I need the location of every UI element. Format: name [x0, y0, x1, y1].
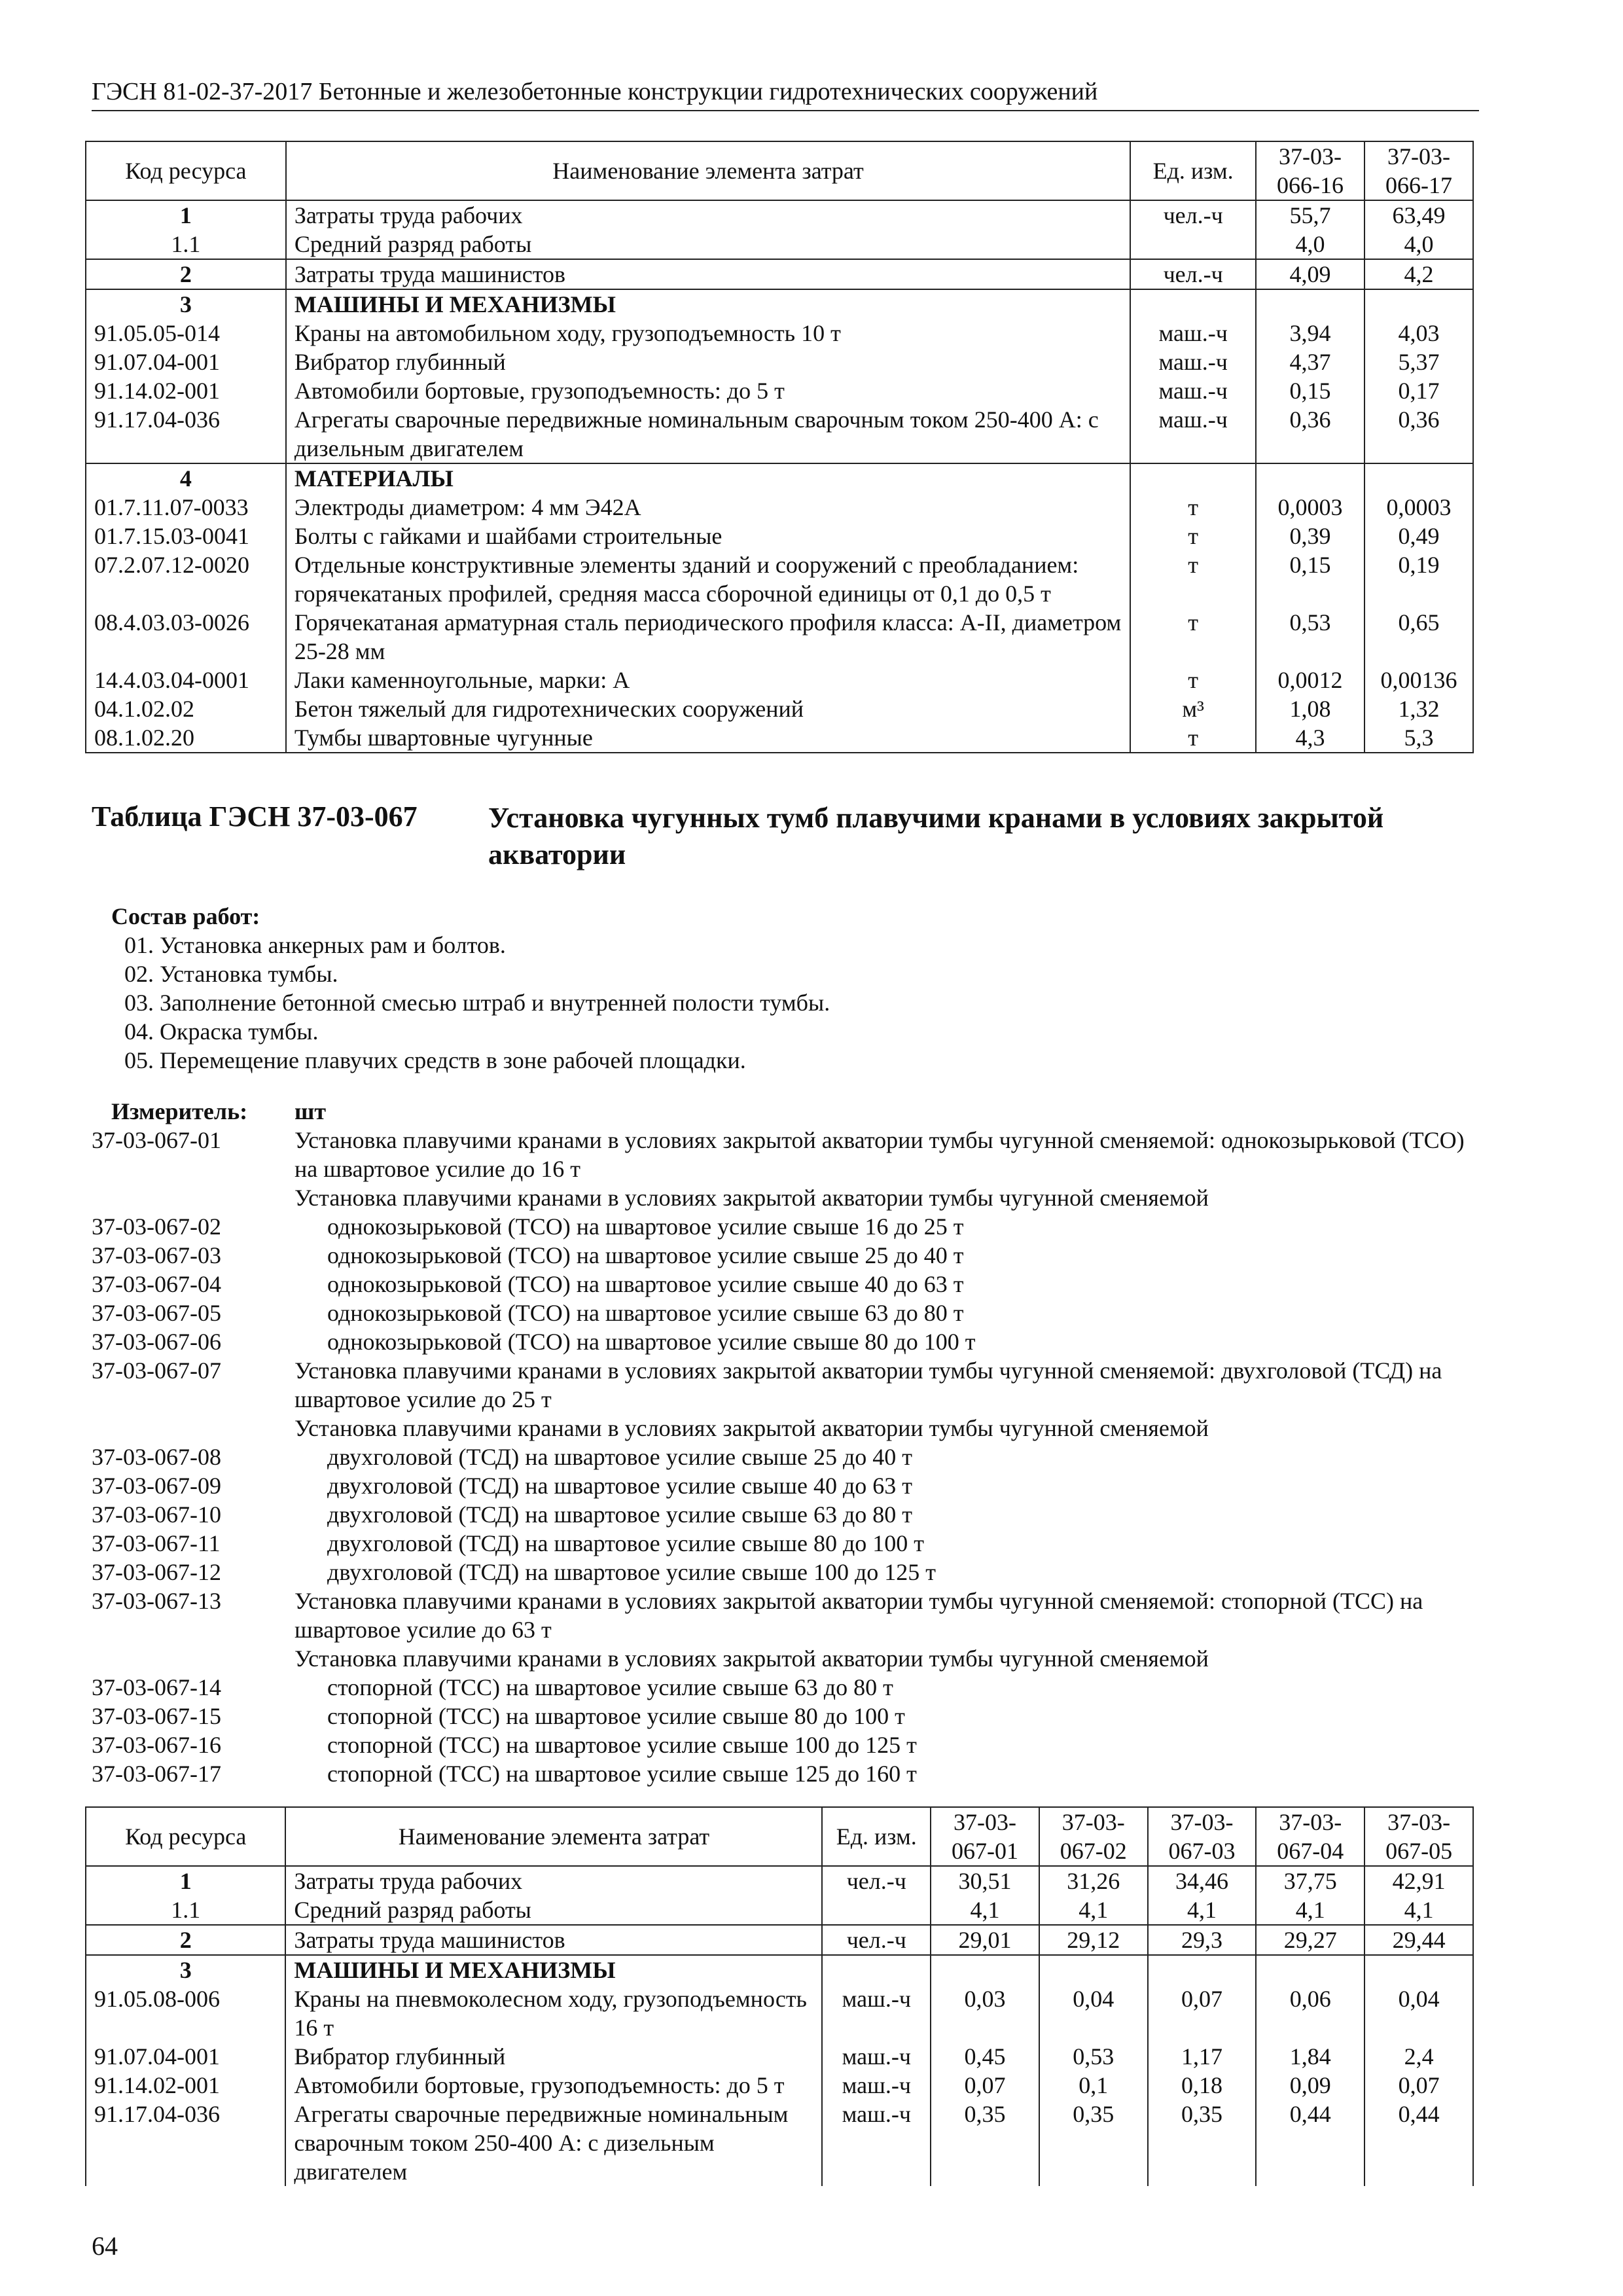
item-code: 37-03-067-16	[92, 1732, 221, 1758]
row-value: 0,45	[931, 2042, 1039, 2071]
row-name: Средний разряд работы	[286, 230, 1130, 259]
row-code: 1	[86, 1866, 285, 1895]
row-unit: маш.-ч	[1130, 376, 1256, 405]
row-value: 63,49	[1364, 200, 1473, 230]
table-row	[86, 289, 1473, 319]
row-code: 01.7.11.07-0033	[86, 493, 286, 522]
list-item	[92, 1644, 1479, 1673]
row-value: 29,12	[1039, 1925, 1148, 1955]
row-code: 08.4.03.03-0026	[86, 608, 286, 666]
header-col-067-05: 37-03-067-05	[1364, 1807, 1473, 1866]
table-row	[86, 723, 1473, 753]
row-value: 4,1	[1148, 1895, 1257, 1925]
row-value: 0,0003	[1256, 493, 1364, 522]
table-row	[86, 200, 1473, 230]
table-row	[86, 522, 1473, 550]
row-name: Затраты труда рабочих	[285, 1866, 822, 1895]
row-value: 29,27	[1256, 1925, 1364, 1955]
row-unit: маш.-ч	[822, 2100, 931, 2186]
meter-label: Измеритель:	[111, 1098, 248, 1124]
row-value	[1364, 1955, 1473, 1984]
composition-item: 03. Заполнение бетонной смесью штраб и внутренней полости тумбы.	[124, 990, 830, 1016]
list-item	[92, 1673, 1479, 1702]
item-text: двухголовой (ТСД) на швартовое усилие свыше 63 до 80 т	[327, 1501, 912, 1528]
meter-unit: шт	[294, 1098, 327, 1124]
row-value: 4,0	[1256, 230, 1364, 259]
list-item	[92, 1327, 1479, 1356]
row-value: 0,1	[1039, 2071, 1148, 2100]
row-name: Средний разряд работы	[285, 1895, 822, 1925]
composition-item: 04. Окраска тумбы.	[124, 1018, 319, 1045]
row-unit: маш.-ч	[1130, 405, 1256, 463]
row-name: Затраты труда машинистов	[285, 1925, 822, 1955]
section-heading: МАТЕРИАЛЫ	[286, 463, 1130, 493]
table-row	[86, 666, 1473, 694]
row-name: Вибратор глубинный	[286, 348, 1130, 376]
composition-item: 05. Перемещение плавучих средств в зоне рабочей площадки.	[124, 1047, 746, 1073]
row-value: 0,18	[1148, 2071, 1257, 2100]
table-row	[86, 348, 1473, 376]
row-value: 4,0	[1364, 230, 1473, 259]
list-item	[92, 1500, 1479, 1529]
row-value: 4,09	[1256, 259, 1364, 289]
section-heading: МАШИНЫ И МЕХАНИЗМЫ	[286, 289, 1130, 319]
table-row	[86, 1895, 1473, 1925]
row-code: 91.17.04-036	[86, 405, 286, 463]
composition-item: 02. Установка тумбы.	[124, 961, 338, 987]
row-value	[931, 1955, 1039, 1984]
row-value: 34,46	[1148, 1866, 1257, 1895]
row-code: 1.1	[86, 230, 286, 259]
item-text: двухголовой (ТСД) на швартовое усилие свыше 100 до 125 т	[327, 1559, 936, 1585]
row-code: 2	[86, 259, 286, 289]
row-value	[1364, 289, 1473, 319]
item-code: 37-03-067-11	[92, 1530, 221, 1556]
table-title-name: Установка чугунных тумб плавучими кранами в условиях закрытой акватории	[488, 802, 1384, 870]
row-unit: маш.-ч	[822, 2071, 931, 2100]
row-value: 0,44	[1256, 2100, 1364, 2186]
header-name: Наименование элемента затрат	[285, 1807, 822, 1866]
row-value: 5,37	[1364, 348, 1473, 376]
item-text: стопорной (ТСС) на швартовое усилие свыше 100 до 125 т	[327, 1732, 917, 1758]
table-row	[86, 376, 1473, 405]
item-code: 37-03-067-02	[92, 1213, 221, 1240]
row-value: 0,35	[1148, 2100, 1257, 2186]
item-code: 37-03-067-06	[92, 1329, 221, 1355]
row-code: 1	[86, 200, 286, 230]
list-item	[92, 1702, 1479, 1731]
meter-header	[92, 1097, 1479, 1126]
item-text: Установка плавучими кранами в условиях закрытой акватории тумбы чугунной сменяемой: двухголовой (ТСД) на швартовое усилие до 25 т	[294, 1357, 1442, 1412]
item-code: 37-03-067-01	[92, 1127, 221, 1153]
item-code: 37-03-067-10	[92, 1501, 221, 1528]
row-value: 0,36	[1364, 405, 1473, 463]
row-name: Тумбы швартовные чугунные	[286, 723, 1130, 753]
row-code: 04.1.02.02	[86, 694, 286, 723]
header-col-066-16: 37-03-066-16	[1256, 141, 1364, 200]
item-code: 37-03-067-05	[92, 1300, 221, 1326]
item-text: Установка плавучими кранами в условиях закрытой акватории тумбы чугунной сменяемой: однокозырьковой (ТСО) на швартовое усилие до 16 т	[294, 1127, 1465, 1182]
row-code: 07.2.07.12-0020	[86, 550, 286, 608]
row-code: 01.7.15.03-0041	[86, 522, 286, 550]
row-value: 0,35	[1039, 2100, 1148, 2186]
item-text: двухголовой (ТСД) на швартовое усилие свыше 80 до 100 т	[327, 1530, 924, 1556]
row-unit: т	[1130, 550, 1256, 608]
row-value: 0,35	[931, 2100, 1039, 2186]
item-text: двухголовой (ТСД) на швартовое усилие свыше 25 до 40 т	[327, 1444, 912, 1470]
row-unit: чел.-ч	[822, 1925, 931, 1955]
row-code: 14.4.03.04-0001	[86, 666, 286, 694]
row-unit: маш.-ч	[1130, 348, 1256, 376]
header-unit: Ед. изм.	[822, 1807, 931, 1866]
row-code: 2	[86, 1925, 285, 1955]
row-name: Автомобили бортовые, грузоподъемность: до 5 т	[285, 2071, 822, 2100]
row-code: 91.07.04-001	[86, 348, 286, 376]
list-item	[92, 1356, 1479, 1414]
item-text: Установка плавучими кранами в условиях закрытой акватории тумбы чугунной сменяемой: стопорной (ТСС) на швартовое усилие до 63 т	[294, 1588, 1423, 1643]
table-row	[86, 463, 1473, 493]
row-value: 4,1	[1364, 1895, 1473, 1925]
table-header-row	[86, 141, 1473, 200]
row-value	[1256, 1955, 1364, 1984]
row-value: 1,17	[1148, 2042, 1257, 2071]
table-row	[86, 2042, 1473, 2071]
row-value: 0,00136	[1364, 666, 1473, 694]
row-value: 1,84	[1256, 2042, 1364, 2071]
row-code: 91.14.02-001	[86, 2071, 285, 2100]
table-row	[86, 259, 1473, 289]
page-number: 64	[92, 2231, 118, 2261]
row-unit: маш.-ч	[822, 2042, 931, 2071]
row-code: 3	[86, 1955, 285, 1984]
row-code: 91.07.04-001	[86, 2042, 285, 2071]
row-unit: маш.-ч	[1130, 319, 1256, 348]
item-text: однокозырьковой (ТСО) на швартовое усилие свыше 25 до 40 т	[327, 1242, 964, 1268]
table-row	[86, 230, 1473, 259]
row-value: 0,07	[931, 2071, 1039, 2100]
work-composition	[92, 902, 830, 1075]
row-value: 0,49	[1364, 522, 1473, 550]
item-text: Установка плавучими кранами в условиях закрытой акватории тумбы чугунной сменяемой	[294, 1415, 1209, 1441]
item-code	[92, 1414, 294, 1443]
table-row	[86, 405, 1473, 463]
row-name: Затраты труда машинистов	[286, 259, 1130, 289]
row-value: 0,44	[1364, 2100, 1473, 2186]
row-value: 0,65	[1364, 608, 1473, 666]
row-value: 0,03	[931, 1984, 1039, 2042]
row-value: 0,04	[1364, 1984, 1473, 2042]
row-unit: т	[1130, 723, 1256, 753]
item-text: Установка плавучими кранами в условиях закрытой акватории тумбы чугунной сменяемой	[294, 1645, 1209, 1672]
row-value: 0,07	[1148, 1984, 1257, 2042]
row-unit: чел.-ч	[822, 1866, 931, 1895]
header-code: Код ресурса	[86, 1807, 285, 1866]
item-text: стопорной (ТСС) на швартовое усилие свыше 63 до 80 т	[327, 1674, 893, 1700]
row-value: 4,1	[1256, 1895, 1364, 1925]
resource-table-067	[85, 1806, 1474, 2186]
row-value: 0,36	[1256, 405, 1364, 463]
row-unit	[822, 1955, 931, 1984]
row-code: 91.05.05-014	[86, 319, 286, 348]
row-code: 91.05.08-006	[86, 1984, 285, 2042]
row-unit	[1130, 289, 1256, 319]
row-code: 91.14.02-001	[86, 376, 286, 405]
composition-item: 01. Установка анкерных рам и болтов.	[124, 932, 506, 958]
table-row	[86, 1925, 1473, 1955]
row-value: 4,37	[1256, 348, 1364, 376]
table-header-row	[86, 1807, 1473, 1866]
row-unit	[1130, 463, 1256, 493]
row-value: 0,39	[1256, 522, 1364, 550]
row-value: 29,3	[1148, 1925, 1257, 1955]
section-heading: МАШИНЫ И МЕХАНИЗМЫ	[285, 1955, 822, 1984]
row-name: Затраты труда рабочих	[286, 200, 1130, 230]
row-value: 4,1	[1039, 1895, 1148, 1925]
header-unit: Ед. изм.	[1130, 141, 1256, 200]
list-item	[92, 1270, 1479, 1299]
table-row	[86, 493, 1473, 522]
row-unit: чел.-ч	[1130, 200, 1256, 230]
header-col-067-04: 37-03-067-04	[1256, 1807, 1364, 1866]
row-value: 2,4	[1364, 2042, 1473, 2071]
row-value: 0,17	[1364, 376, 1473, 405]
list-item	[92, 1443, 1479, 1471]
row-name: Отдельные конструктивные элементы зданий и сооружений с преобладанием: горячекатаных профилей, средняя масса сборочной единицы от 0,1 до 0,5 т	[286, 550, 1130, 608]
row-value: 0,53	[1039, 2042, 1148, 2071]
list-item	[92, 1731, 1479, 1759]
item-text: двухголовой (ТСД) на швартовое усилие свыше 40 до 63 т	[327, 1473, 912, 1499]
list-item	[92, 1414, 1479, 1443]
item-code	[92, 1644, 294, 1673]
composition-heading: Состав работ:	[111, 903, 260, 929]
header-code: Код ресурса	[86, 141, 286, 200]
row-name: Агрегаты сварочные передвижные номинальным сварочным током 250-400 А: с дизельным двигателем	[286, 405, 1130, 463]
list-item	[92, 1241, 1479, 1270]
item-text: однокозырьковой (ТСО) на швартовое усилие свыше 80 до 100 т	[327, 1329, 976, 1355]
list-item	[92, 1212, 1479, 1241]
row-value: 4,3	[1256, 723, 1364, 753]
header-col-067-02: 37-03-067-02	[1039, 1807, 1148, 1866]
row-value: 42,91	[1364, 1866, 1473, 1895]
row-value: 5,3	[1364, 723, 1473, 753]
row-value	[1148, 1955, 1257, 1984]
row-value: 4,2	[1364, 259, 1473, 289]
row-name: Краны на пневмоколесном ходу, грузоподъемность 16 т	[285, 1984, 822, 2042]
row-value: 0,15	[1256, 550, 1364, 608]
row-unit: м³	[1130, 694, 1256, 723]
header-col-067-03: 37-03-067-03	[1148, 1807, 1257, 1866]
table-title-code: Таблица ГЭСН 37-03-067	[92, 800, 418, 833]
item-code: 37-03-067-03	[92, 1242, 221, 1268]
row-unit: т	[1130, 608, 1256, 666]
list-item	[92, 1126, 1479, 1183]
item-code: 37-03-067-07	[92, 1357, 221, 1384]
row-value	[1364, 463, 1473, 493]
item-code: 37-03-067-12	[92, 1559, 221, 1585]
row-value: 0,15	[1256, 376, 1364, 405]
item-code: 37-03-067-13	[92, 1588, 221, 1614]
row-value: 1,08	[1256, 694, 1364, 723]
row-code: 08.1.02.20	[86, 723, 286, 753]
row-unit: маш.-ч	[822, 1984, 931, 2042]
item-code: 37-03-067-08	[92, 1444, 221, 1470]
row-code: 1.1	[86, 1895, 285, 1925]
row-name: Агрегаты сварочные передвижные номинальным сварочным током 250-400 А: с дизельным двигателем	[285, 2100, 822, 2186]
row-value	[1256, 289, 1364, 319]
row-name: Горячекатаная арматурная сталь периодического профиля класса: А-II, диаметром 25-28 мм	[286, 608, 1130, 666]
list-item	[92, 1587, 1479, 1644]
row-name: Электроды диаметром: 4 мм Э42А	[286, 493, 1130, 522]
list-item	[92, 1558, 1479, 1587]
row-name: Краны на автомобильном ходу, грузоподъемность 10 т	[286, 319, 1130, 348]
item-code: 37-03-067-15	[92, 1703, 221, 1729]
item-text: Установка плавучими кранами в условиях закрытой акватории тумбы чугунной сменяемой	[294, 1185, 1209, 1211]
row-name: Автомобили бортовые, грузоподъемность: до 5 т	[286, 376, 1130, 405]
item-code: 37-03-067-17	[92, 1761, 221, 1787]
table-row	[86, 608, 1473, 666]
item-code: 37-03-067-14	[92, 1674, 221, 1700]
item-text: стопорной (ТСС) на швартовое усилие свыше 80 до 100 т	[327, 1703, 905, 1729]
item-code	[92, 1183, 294, 1212]
page-header: ГЭСН 81-02-37-2017 Бетонные и железобетонные конструкции гидротехнических сооружений	[92, 77, 1479, 111]
header-col-066-17: 37-03-066-17	[1364, 141, 1473, 200]
header-col-067-01: 37-03-067-01	[931, 1807, 1039, 1866]
item-code: 37-03-067-09	[92, 1473, 221, 1499]
row-code: 91.17.04-036	[86, 2100, 285, 2186]
row-value: 30,51	[931, 1866, 1039, 1895]
table-row	[86, 1955, 1473, 1984]
list-item	[92, 1299, 1479, 1327]
row-unit: т	[1130, 522, 1256, 550]
row-value	[1039, 1955, 1148, 1984]
row-value: 0,53	[1256, 608, 1364, 666]
row-value: 0,07	[1364, 2071, 1473, 2100]
row-name: Бетон тяжелый для гидротехнических сооружений	[286, 694, 1130, 723]
item-text: однокозырьковой (ТСО) на швартовое усилие свыше 63 до 80 т	[327, 1300, 964, 1326]
row-value: 1,32	[1364, 694, 1473, 723]
row-value: 0,04	[1039, 1984, 1148, 2042]
row-code: 3	[86, 289, 286, 319]
row-value: 0,19	[1364, 550, 1473, 608]
row-value	[1256, 463, 1364, 493]
row-value: 4,03	[1364, 319, 1473, 348]
row-value: 4,1	[931, 1895, 1039, 1925]
table-row	[86, 319, 1473, 348]
item-code: 37-03-067-04	[92, 1271, 221, 1297]
row-value: 0,0012	[1256, 666, 1364, 694]
item-text: стопорной (ТСС) на швартовое усилие свыше 125 до 160 т	[327, 1761, 917, 1787]
row-value: 0,0003	[1364, 493, 1473, 522]
row-name: Болты с гайками и шайбами строительные	[286, 522, 1130, 550]
item-text: однокозырьковой (ТСО) на швартовое усилие свыше 16 до 25 т	[327, 1213, 964, 1240]
list-item	[92, 1183, 1479, 1212]
table-row	[86, 2100, 1473, 2186]
row-value: 3,94	[1256, 319, 1364, 348]
list-item	[92, 1471, 1479, 1500]
row-value: 37,75	[1256, 1866, 1364, 1895]
row-value: 55,7	[1256, 200, 1364, 230]
list-item	[92, 1529, 1479, 1558]
row-value: 29,01	[931, 1925, 1039, 1955]
item-text: однокозырьковой (ТСО) на швартовое усилие свыше 40 до 63 т	[327, 1271, 964, 1297]
header-name: Наименование элемента затрат	[286, 141, 1130, 200]
row-code: 4	[86, 463, 286, 493]
row-unit: т	[1130, 666, 1256, 694]
row-value: 0,09	[1256, 2071, 1364, 2100]
table-row	[86, 1866, 1473, 1895]
row-name: Вибратор глубинный	[285, 2042, 822, 2071]
resource-table-066	[85, 141, 1474, 753]
list-item	[92, 1759, 1479, 1788]
row-name: Лаки каменноугольные, марки: А	[286, 666, 1130, 694]
table-row	[86, 550, 1473, 608]
table-row	[86, 1984, 1473, 2042]
row-unit: чел.-ч	[1130, 259, 1256, 289]
row-value: 0,06	[1256, 1984, 1364, 2042]
row-value: 31,26	[1039, 1866, 1148, 1895]
row-unit: т	[1130, 493, 1256, 522]
row-unit	[1130, 230, 1256, 259]
table-row	[86, 2071, 1473, 2100]
table-row	[86, 694, 1473, 723]
row-value: 29,44	[1364, 1925, 1473, 1955]
meter-block	[92, 1097, 1479, 1788]
row-unit	[822, 1895, 931, 1925]
